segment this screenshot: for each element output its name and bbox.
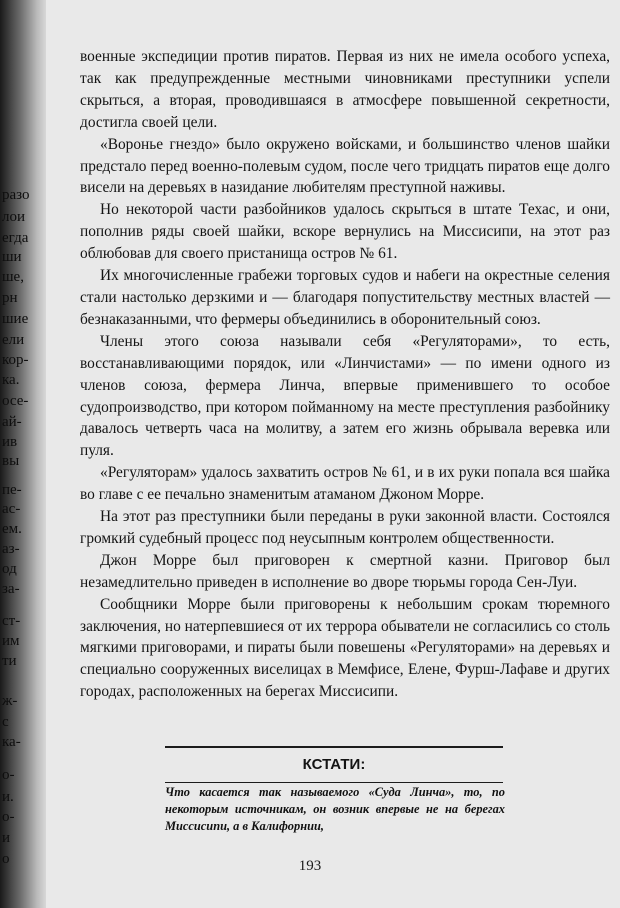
spine-fragment: и. [2,789,14,805]
spine-fragment: ст- [2,613,21,629]
page-number: 193 [298,858,322,874]
spine-fragment: ели [2,332,25,348]
spine-fragment: рн [2,290,18,306]
spine-fragment: ас- [2,501,21,517]
paragraph: «Вороньe гнездо» было окружено войсками, и большинство членов шайки предстало перед военно-полевым судом, после чего тридцать пиратов еще долго висели на деревьях в назидание любителям преступной наживы. [80,135,610,197]
paragraph: «Регуляторам» удалось захватить остров № 61, и в их руки попала вся шайка во главе с ее печально знаменитым атаманом Джоном Морре. [80,464,610,504]
paragraph: военные экспедиции против пиратов. Первая из них не имела особого успеха, так как предупрежденные местными чиновниками преступники успели скрыться, а вторая, проводившаяся в атмосфере повышенной секретности, достигла своей цели. [80,48,610,131]
paragraph: Но некоторой части разбойников удалось скрыться в штате Техас, и они, пополнив ряды своей шайки, вскоре вернулись на Миссисипи, на этот раз облюбовав для своего пристанища остров № 61. [80,201,610,263]
spine-fragment: лои [2,209,26,225]
spine-fragment: о [2,851,10,867]
adjacent-page-edge [0,0,46,908]
paragraph: Члены этого союза называли себя «Регуляторами», то есть, восстанавливающими порядок, или «Линчистами» — по имени одного из членов союза, фермера Линча, впервые применившего то особое судопроизводство, при котором пойманному на месте преступления разбойнику давалось четверть часа на молитву, а затем его жизнь обрывала веревка или пуля. [80,332,610,460]
spine-fragment: егда [2,230,29,246]
spine-fragment: ем. [2,521,22,537]
spine-fragment: ши [2,249,22,265]
spine-fragment: ж- [2,693,18,709]
spine-fragment: ай- [2,414,22,430]
spine-fragment: за- [2,581,20,597]
spine-fragment: ка. [2,372,20,388]
spine-fragment: кор- [2,352,29,368]
spine-fragment: шие [2,311,29,327]
spine-fragment: од [2,561,17,577]
spine-fragment: с [2,714,9,730]
spine-fragment: ше, [2,269,24,285]
spine-fragment: аз- [2,541,20,557]
spine-fragment: разо [2,187,30,203]
sidebar-heading: КСТАТИ: [165,746,503,783]
spine-fragment: о- [2,767,15,783]
spine-fragment: и [2,830,11,846]
paragraph: Их многочисленные грабежи торговых судов и набеги на окрестные селения стали настолько дерзкими и — благодаря попустительству местных властей — безнаказанными, что фермеры объединились в оборонительный союз. [80,267,610,328]
spine-fragment: ка- [2,734,21,750]
spine-fragment: ив [2,434,18,450]
paragraph: Джон Морре был приговорен к смертной казни. Приговор был незамедлительно приведен в исполнение во дворе тюрьмы города Сен-Луи. [80,551,610,591]
spine-fragment: осе- [2,393,29,409]
spine-fragment: вы [2,453,20,469]
spine-fragment: ти [2,653,17,669]
paragraph: Сообщники Морре были приговорены к небольшим срокам тюремного заключения, но натерпевшиеся от их террора обыватели не согласились со столь мягкими приговорами, и пираты были повешены «Регуляторами» на деревьях и специально сооруженных виселицах в Мемфисе, Елене, Фурш-Лафаве и других городах, расположенных на берегах Миссисипи. [80,595,610,701]
spine-fragment: пе- [2,482,22,498]
paragraph: На этот раз преступники были переданы в руки законной власти. Состоялся громкий судебный процесс под неусыпным контролем общественности. [80,508,610,547]
spine-fragment: о- [2,809,15,825]
sidebar-text: Что касается так называемого «Суда Линча», то, по некоторым источникам, он возник впервые не на берегах Миссисипи, а в Калифорнии, [165,785,505,833]
body-text [80,46,610,703]
spine-fragment: им [2,633,20,649]
